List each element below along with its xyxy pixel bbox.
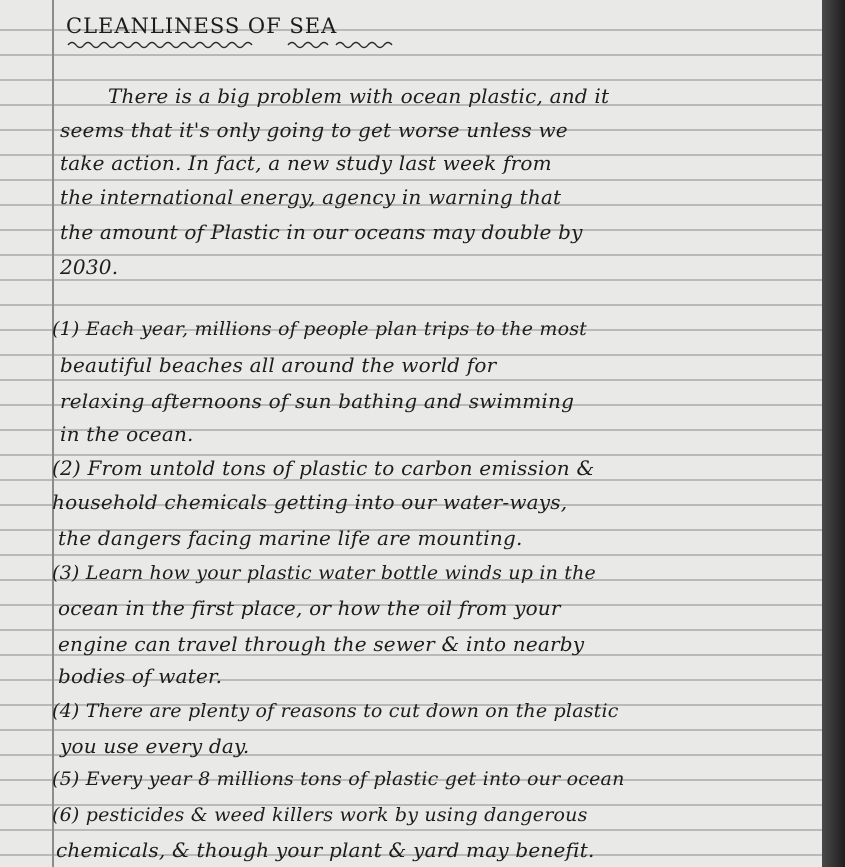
text-line: you use every day. <box>60 734 250 758</box>
text-line: chemicals, & though your plant & yard may benefit. <box>56 838 595 862</box>
text-line: bodies of water. <box>58 664 223 688</box>
text-line: seems that it's only going to get worse unless we <box>60 118 568 142</box>
text-line: in the ocean. <box>60 422 194 446</box>
text-line: (4) There are plenty of reasons to cut down on the plastic <box>52 700 619 722</box>
text-line: (1) Each year, millions of people plan trips to the most <box>52 318 588 340</box>
text-line: (5) Every year 8 millions tons of plastic get into our ocean <box>52 768 625 790</box>
text-line: the amount of Plastic in our oceans may double by <box>60 220 583 244</box>
title-underline <box>66 38 396 52</box>
text-line: household chemicals getting into our water-ways, <box>52 490 568 514</box>
page-edge-shadow <box>822 0 845 867</box>
margin-line <box>52 0 54 867</box>
text-line: beautiful beaches all around the world for <box>60 353 497 377</box>
text-line: (2) From untold tons of plastic to carbon emission & <box>52 456 595 480</box>
text-line: There is a big problem with ocean plastic, and it <box>108 84 610 108</box>
text-line: take action. In fact, a new study last week from <box>60 151 552 175</box>
text-line: the dangers facing marine life are mounting. <box>58 526 523 550</box>
text-line: (6) pesticides & weed killers work by using dangerous <box>52 804 588 826</box>
text-line: (3) Learn how your plastic water bottle winds up in the <box>52 562 596 584</box>
text-line: engine can travel through the sewer & into nearby <box>58 632 585 656</box>
page-title: CLEANLINESS OF SEA <box>66 14 338 38</box>
text-line: relaxing afternoons of sun bathing and swimming <box>60 389 575 413</box>
text-line: the international energy, agency in warning that <box>60 185 562 209</box>
text-line: 2030. <box>60 255 119 279</box>
text-line: ocean in the first place, or how the oil from your <box>58 596 561 620</box>
